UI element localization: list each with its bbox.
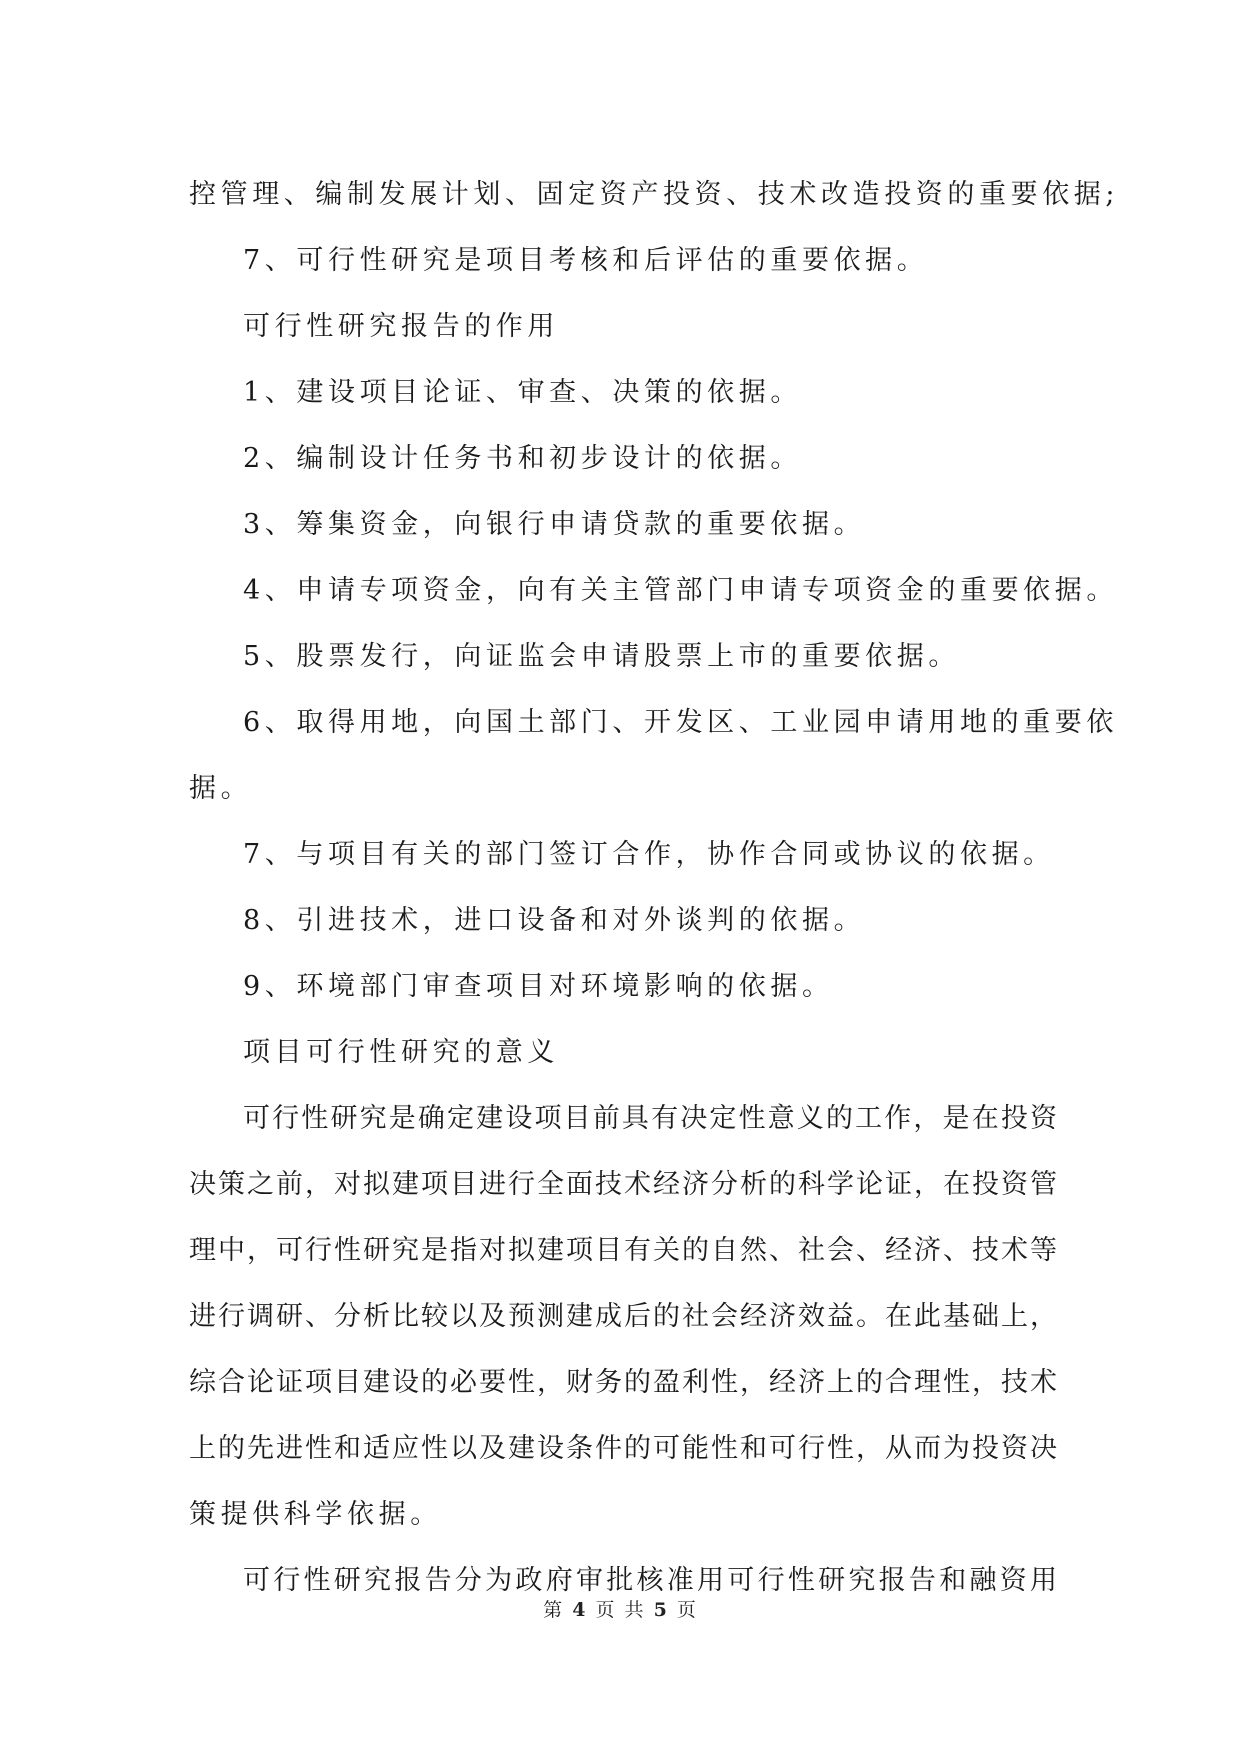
text-line: 进行调研、分析比较以及预测建成后的社会经济效益。在此基础上， [189,1301,1057,1332]
section-heading: 可行性研究报告的作用 [243,311,559,342]
text-line: 策提供科学依据。 [189,1499,442,1530]
text-line: 2、编制设计任务书和初步设计的依据。 [243,443,802,474]
text-line: 3、筹集资金，向银行申请贷款的重要依据。 [243,509,866,540]
text-line: 可行性研究是确定建设项目前具有决定性意义的工作，是在投资 [243,1103,1057,1134]
text-line: 综合论证项目建设的必要性，财务的盈利性，经济上的合理性，技术 [189,1367,1057,1398]
section-heading: 项目可行性研究的意义 [243,1037,559,1068]
page-body [189,162,1120,1614]
footer-middle: 页 共 [595,1599,646,1621]
footer-suffix: 页 [676,1599,698,1621]
text-line: 控管理、编制发展计划、固定资产投资、技术改造投资的重要依据; [189,179,1120,210]
text-line: 上的先进性和适应性以及建设条件的可能性和可行性，从而为投资决 [189,1433,1057,1464]
text-line: 9、环境部门审查项目对环境影响的依据。 [243,971,834,1002]
text-line: 4、申请专项资金，向有关主管部门申请专项资金的重要依据。 [243,575,1118,606]
footer-total-pages: 5 [653,1599,669,1621]
text-line: 7、可行性研究是项目考核和后评估的重要依据。 [243,245,929,276]
page-footer [0,1598,1241,1622]
text-line: 6、取得用地，向国土部门、开发区、工业园申请用地的重要依 [243,707,1118,738]
text-line: 7、与项目有关的部门签订合作，协作合同或协议的依据。 [243,839,1055,870]
text-line: 决策之前，对拟建项目进行全面技术经济分析的科学论证，在投资管 [189,1169,1057,1200]
text-line: 8、引进技术，进口设备和对外谈判的依据。 [243,905,866,936]
text-line: 据。 [189,773,253,804]
footer-prefix: 第 [543,1599,565,1621]
text-line: 5、股票发行，向证监会申请股票上市的重要依据。 [243,641,960,672]
text-line: 可行性研究报告分为政府审批核准用可行性研究报告和融资用 [243,1565,1057,1596]
text-line: 1、建设项目论证、审查、决策的依据。 [243,377,802,408]
text-line: 理中，可行性研究是指对拟建项目有关的自然、社会、经济、技术等 [189,1235,1057,1266]
footer-page-number: 4 [572,1599,588,1621]
